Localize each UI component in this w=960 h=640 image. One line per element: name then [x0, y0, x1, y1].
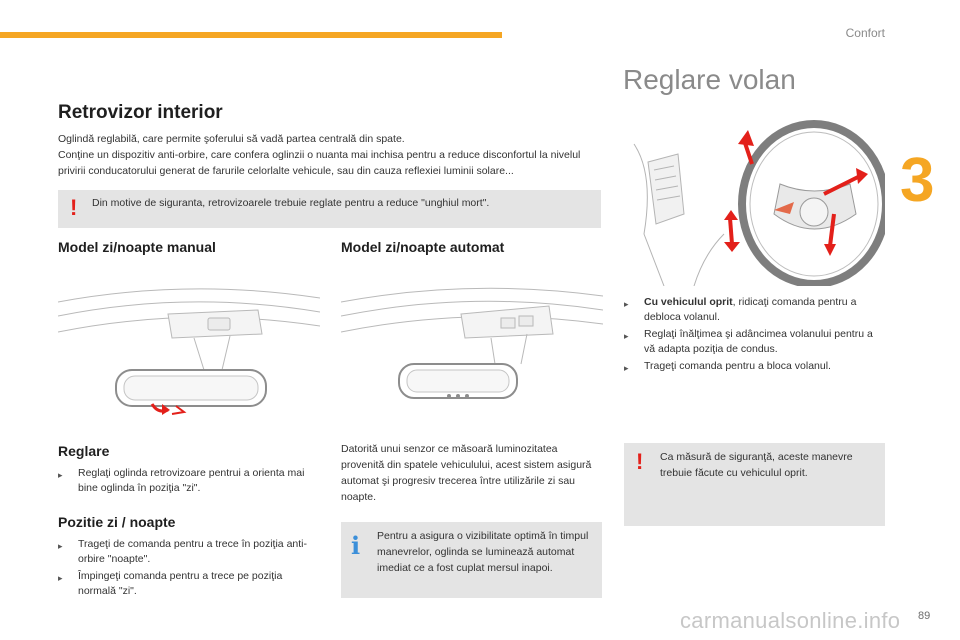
- exclamation-icon: !: [70, 195, 78, 220]
- steering-warning-text: Ca măsură de siguranţă, aceste manevre trebuie făcute cu vehiculul oprit.: [660, 451, 853, 479]
- list-item: ▸ Reglaţi oglinda retrovizoare pentrui a orienta mai bine oglinda în poziţia "zi".: [58, 467, 305, 494]
- bullet-arrow-icon: ▸: [624, 363, 629, 373]
- mirror-intro: [58, 131, 603, 179]
- reglare-list: [58, 466, 308, 498]
- mirror-info-box: [341, 522, 602, 598]
- list-item: ▸ Reglaţi înălţimea şi adâncimea volanului pentru a vă adapta poziţia de condus.: [624, 328, 873, 355]
- pozitie-list: [58, 537, 308, 601]
- manual-model-title: Model zi/noapte manual: [58, 239, 216, 255]
- list-item: ▸ Trageţi de comanda pentru a trece în poziţia anti-orbire "noapte".: [58, 538, 307, 565]
- intro-line-1: Oglindă reglabilă, care permite şoferului să vadă partea centrală din spate.: [58, 133, 405, 145]
- steering-list: [624, 295, 874, 378]
- automat-description: Datorită unui senzor ce măsoară luminozitatea provenită din spatele vehiculului, acest sistem asigură automat şi progresiv trecerea între utilizările zi sau noapte.: [341, 443, 592, 503]
- steering-wheel-illustration: [624, 114, 885, 286]
- watermark: carmanualsonline.info: [680, 608, 901, 633]
- bullet-arrow-icon: ▸: [624, 299, 629, 309]
- mirror-alert-text: Din motive de siguranta, retrovizoarele trebuie reglate pentru a reduce "unghiul mort".: [92, 197, 490, 209]
- exclamation-icon: !: [636, 449, 644, 474]
- manual-mirror-illustration: [58, 276, 320, 428]
- bullet-arrow-icon: ▸: [58, 541, 63, 551]
- automat-mirror-illustration: [341, 276, 603, 428]
- chapter-number: 3: [900, 146, 935, 215]
- mirror-title: Retrovizor interior: [58, 102, 223, 123]
- bullet-arrow-icon: ▸: [624, 331, 629, 341]
- pozitie-title: Pozitie zi / noapte: [58, 514, 176, 530]
- bullet-arrow-icon: ▸: [58, 470, 63, 480]
- bullet-arrow-icon: ▸: [58, 573, 63, 583]
- reglare-title: Reglare: [58, 443, 110, 459]
- page-number: 89: [918, 610, 931, 622]
- automat-model-title: Model zi/noapte automat: [341, 239, 505, 255]
- mirror-alert-box: [58, 190, 601, 228]
- list-item: ▸ Cu vehiculul oprit, ridicaţi comanda pentru a debloca volanul.: [624, 296, 857, 323]
- steering-title: Reglare volan: [623, 64, 796, 95]
- list-item: ▸ Trageţi comanda pentru a bloca volanul.: [624, 359, 874, 376]
- section-label: Confort: [845, 26, 885, 40]
- list-item: ▸ Împingeţi comanda pentru a trece pe poziţia normală "zi".: [58, 570, 283, 597]
- steering-warning-box: [624, 443, 885, 526]
- info-icon: i: [351, 531, 361, 560]
- top-accent-bar: [0, 32, 502, 38]
- intro-line-2: Conţine un dispozitiv anti-orbire, care confera oglinzii o nuanta mai inchisa pentru a reduce disconfortul la nivelul privirii conducatorului generat de farurile celorlalte vehicule, sau din cauza reflexiei luminii solare...: [58, 149, 581, 177]
- mirror-info-text: Pentru a asigura o vizibilitate optimă în timpul manevrelor, oglinda se luminează automat imediat ce a fost cuplat mersul inapoi.: [377, 530, 589, 574]
